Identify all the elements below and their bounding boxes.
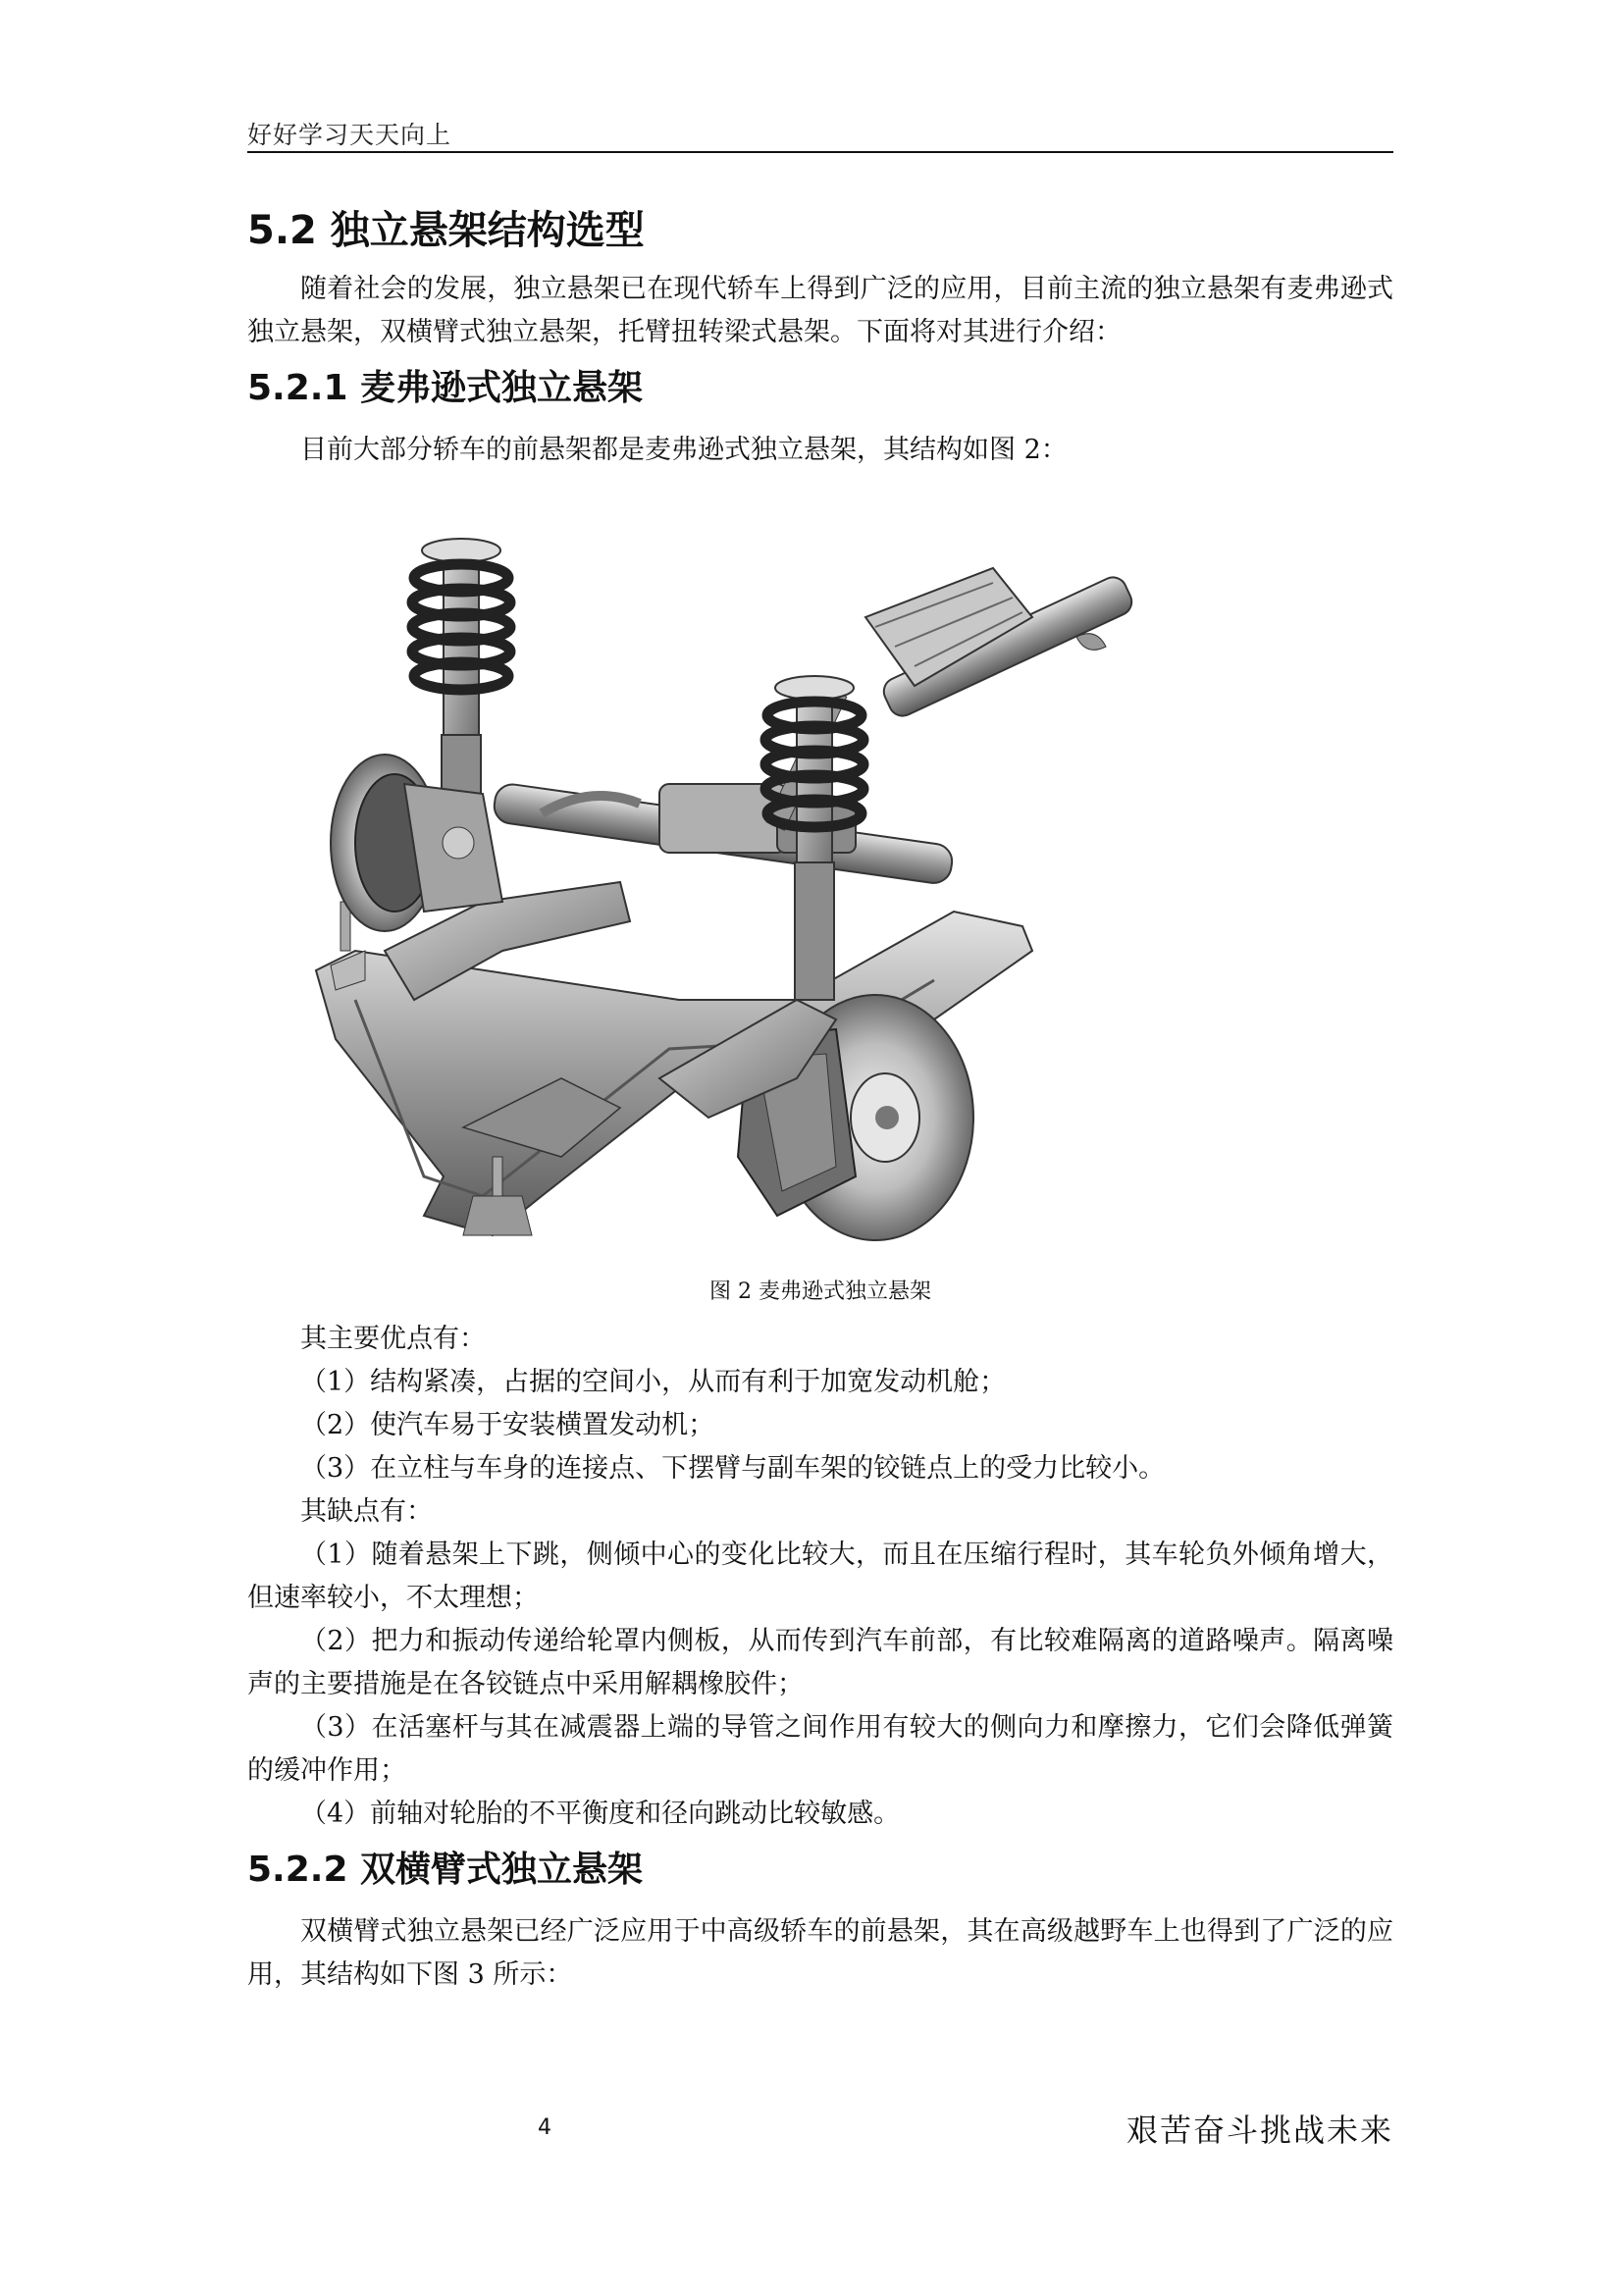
- subsection-1-intro: 目前大部分轿车的前悬架都是麦弗逊式独立悬架，其结构如图 2：: [300, 435, 1068, 465]
- steering-rack: [492, 782, 954, 885]
- advantage-item: （3）在立柱与车身的连接点、下摆臂与副车架的铰链点上的受力比较小。: [300, 1453, 1166, 1484]
- main-content: [247, 201, 1393, 1997]
- header-rule: [247, 151, 1393, 153]
- suspension-figure: [247, 490, 1393, 1275]
- subsection-2-title: 5.2.2 双横臂式独立悬架: [247, 1850, 644, 1890]
- advantage-item: （1）结构紧凑，占据的空间小，从而有利于加宽发动机舱；: [300, 1367, 1007, 1397]
- page-number: 4: [538, 2115, 551, 2140]
- figure-caption: 图 2 麦弗逊式独立悬架: [709, 1279, 931, 1304]
- macpherson-suspension-illustration: [247, 490, 1393, 1275]
- disadvantage-item: （4）前轴对轮胎的不平衡度和径向跳动比较敏感。: [300, 1799, 901, 1829]
- disadvantage-item: （2）把力和振动传递给轮罩内侧板，从而传到汽车前部，有比较难隔离的道路噪声。隔离噪声的主要措施是在各铰链点中采用解耦橡胶件；: [247, 1626, 1393, 1699]
- footer-motto: 艰苦奋斗挑战未来: [1126, 2112, 1393, 2149]
- advantage-item: （2）使汽车易于安装横置发动机；: [300, 1410, 715, 1440]
- section-intro: 随着社会的发展，独立悬架已在现代轿车上得到广泛的应用，目前主流的独立悬架有麦弗逊式独立悬架，双横臂式独立悬架，托臂扭转梁式悬架。下面将对其进行介绍：: [247, 274, 1393, 347]
- advantages-heading: 其主要优点有：: [300, 1324, 486, 1354]
- subsection-1-title: 5.2.1 麦弗逊式独立悬架: [247, 368, 644, 408]
- disadvantage-item: （3）在活塞杆与其在减震器上端的导管之间作用有较大的侧向力和摩擦力，它们会降低弹簧的缓冲作用；: [247, 1712, 1393, 1786]
- page-header: 好好学习天天向上: [247, 121, 452, 149]
- disadvantage-item: （1）随着悬架上下跳，侧倾中心的变化比较大，而且在压缩行程时，其车轮负外倾角增大，但速率较小，不太理想；: [247, 1539, 1393, 1613]
- section-title: 5.2 独立悬架结构选型: [247, 208, 645, 253]
- disadvantages-heading: 其缺点有：: [300, 1496, 433, 1527]
- subsection-2-intro: 双横臂式独立悬架已经广泛应用于中高级轿车的前悬架，其在高级越野车上也得到了广泛的应用，其结构如下图 3 所示：: [247, 1916, 1393, 1990]
